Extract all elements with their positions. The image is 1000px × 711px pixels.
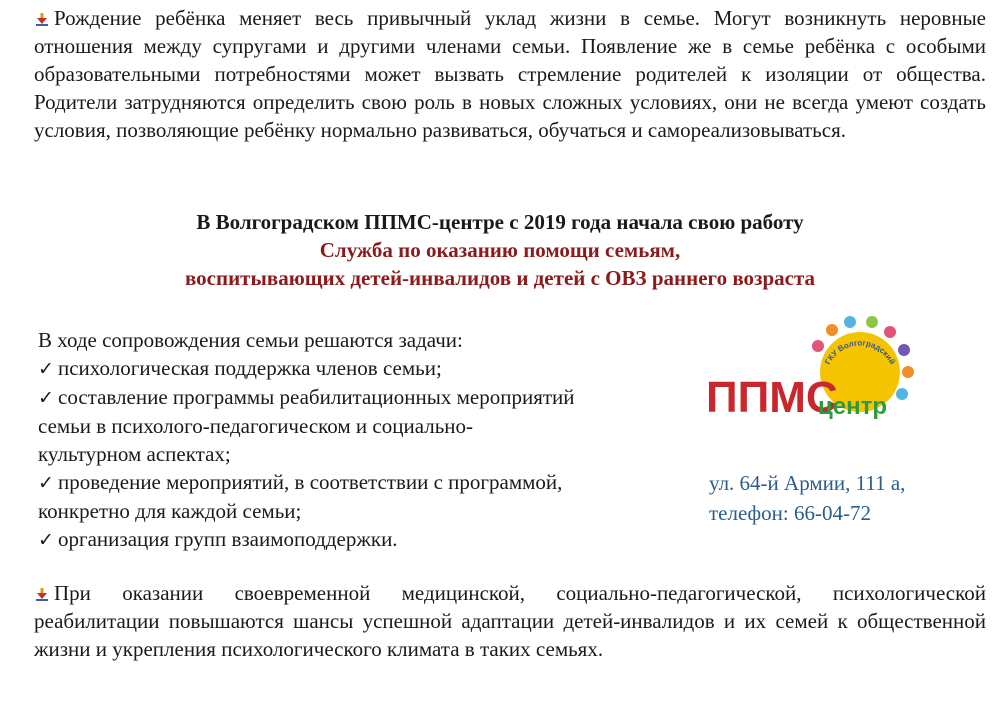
task-text: организация групп взаимоподдержки. bbox=[58, 527, 398, 551]
heading-line-1: В Волгоградском ППМС-центре с 2019 года начала свою работу bbox=[196, 210, 804, 234]
task-line bbox=[38, 468, 683, 497]
address-phone: телефон: 66-04-72 bbox=[709, 501, 871, 525]
outro-text: При оказании своевременной медицинской, социально-педагогической, психологической реабилитации повышаются шансы успешной адаптации детей-инвалидов и их семей к общественной жизни и укрепления психологического климата в таких семьях. bbox=[34, 581, 986, 661]
heading-line-3: воспитывающих детей-инвалидов и детей с ОВЗ раннего возраста bbox=[184, 266, 816, 290]
task-line bbox=[38, 412, 683, 440]
outro-paragraph bbox=[34, 579, 986, 663]
logo-graphic bbox=[700, 316, 920, 436]
task-line bbox=[38, 525, 683, 554]
heading-line-2: Служба по оказанию помощи семьям, bbox=[319, 238, 681, 262]
logo-text-center: центр bbox=[818, 393, 888, 420]
logo-text-ppms: ППМС bbox=[706, 373, 838, 422]
arrow-bullet-icon bbox=[34, 587, 50, 601]
task-text: семьи в психолого-педагогическом и социально- bbox=[38, 414, 474, 438]
arrow-bullet-icon bbox=[34, 12, 50, 26]
intro-text: Рождение ребёнка меняет весь привычный уклад жизни в семье. Могут возникнуть неровные отношения между супругами и другими членами семьи. Появление же в семье ребёнка с особыми образовательными потребностями может вызвать стремление родителей к изоляции от общества. Родители затрудняются определить свою роль в новых сложных условиях, они не всегда умеют создать условия, позволяющие ребёнку нормально развиваться, обучаться и самореализовываться. bbox=[34, 6, 986, 142]
tasks-intro: В ходе сопровождения семьи решаются задачи: bbox=[38, 328, 463, 352]
intro-paragraph bbox=[34, 4, 986, 144]
task-text: психологическая поддержка членов семьи; bbox=[58, 356, 442, 380]
svg-text:ГКУ Волгоградский: ГКУ Волгоградский bbox=[823, 338, 897, 366]
checkmark-icon: ✓ bbox=[38, 387, 54, 409]
address-street: ул. 64-й Армии, 111 а, bbox=[709, 471, 906, 495]
task-line bbox=[38, 440, 683, 468]
tasks-list bbox=[38, 326, 683, 554]
task-text: проведение мероприятий, в соответствии с программой, bbox=[58, 470, 563, 494]
task-line bbox=[38, 354, 683, 383]
checkmark-icon: ✓ bbox=[38, 529, 54, 551]
task-line bbox=[38, 383, 683, 412]
checkmark-icon: ✓ bbox=[38, 472, 54, 494]
task-text: конкретно для каждой семьи; bbox=[38, 499, 302, 523]
task-lines bbox=[38, 354, 683, 554]
task-text: составление программы реабилитационных мероприятий bbox=[58, 385, 575, 409]
checkmark-icon: ✓ bbox=[38, 358, 54, 380]
ppms-logo bbox=[700, 316, 920, 436]
address-block bbox=[709, 468, 905, 528]
task-line bbox=[38, 497, 683, 525]
task-text: культурном аспектах; bbox=[38, 442, 231, 466]
